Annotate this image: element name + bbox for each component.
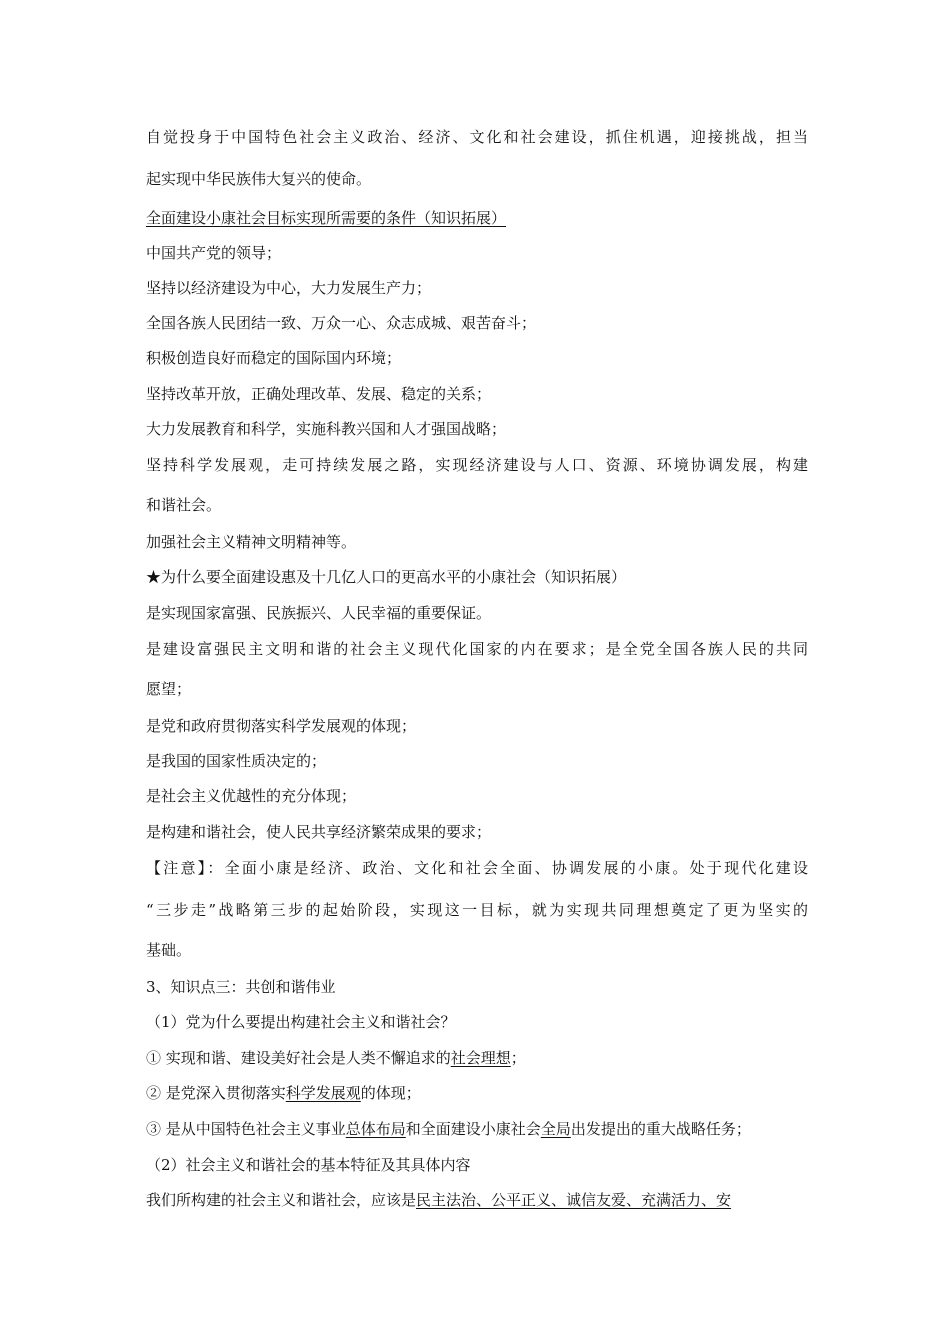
- underlined-term: 全局: [540, 1120, 571, 1138]
- list-item: 是实现国家富强、民族振兴、人民幸福的重要保证。: [146, 604, 492, 622]
- section-heading: 3、知识点三：共创和谐伟业: [146, 978, 336, 996]
- numbered-item: [146, 1083, 808, 1103]
- list-item: 积极创造良好而稳定的国际国内环境；: [146, 349, 402, 367]
- list-item: 是构建和谐社会，使人民共享经济繁荣成果的要求；: [146, 823, 492, 841]
- paragraph-line: 自觉投身于中国特色社会主义政治、经济、文化和社会建设，抓住机遇，迎接挑战，担当: [146, 128, 808, 146]
- numbered-item: [146, 1048, 808, 1068]
- note-paragraph: 基础。: [146, 941, 192, 959]
- item-text: ② 是党深入贯彻落实: [146, 1084, 286, 1102]
- section-heading-text: 全面建设小康社会目标实现所需要的条件（知识拓展）: [146, 209, 507, 227]
- list-item: 加强社会主义精神文明精神等。: [146, 533, 357, 551]
- list-item: 全国各族人民团结一致、万众一心、众志成城、艰苦奋斗；: [146, 314, 537, 332]
- list-item: 大力发展教育和科学，实施科教兴国和人才强国战略；: [146, 420, 507, 438]
- item-text: ；: [510, 1049, 526, 1067]
- item-text: ① 实现和谐、建设美好社会是人类不懈追求的: [146, 1049, 451, 1067]
- list-item: 坚持科学发展观，走可持续发展之路，实现经济建设与人口、资源、环境协调发展，构建: [146, 456, 808, 474]
- list-item: 是建设富强民主文明和谐的社会主义现代化国家的内在要求；是全党全国各族人民的共同: [146, 640, 808, 658]
- note-paragraph: 【注意】：全面小康是经济、政治、文化和社会全面、协调发展的小康。处于现代化建设: [146, 859, 808, 877]
- item-text: 出发提出的重大战略任务；: [570, 1120, 751, 1138]
- list-item: 是党和政府贯彻落实科学发展观的体现；: [146, 717, 417, 735]
- section-heading: [146, 208, 808, 228]
- list-item: 坚持以经济建设为中心，大力发展生产力；: [146, 279, 432, 297]
- list-item: 是我国的国家性质决定的；: [146, 752, 327, 770]
- note-paragraph: “三步走”战略第三步的起始阶段，实现这一目标，就为实现共同理想奠定了更为坚实的: [146, 901, 808, 919]
- question-heading: （2）社会主义和谐社会的基本特征及其具体内容: [146, 1156, 471, 1174]
- underlined-term: 总体布局: [345, 1120, 406, 1138]
- underlined-term: 民主法治、公平正义、诚信友爱、充满活力、安: [416, 1191, 732, 1209]
- item-text: 我们所构建的社会主义和谐社会，应该是: [146, 1191, 417, 1209]
- item-text: ③ 是从中国特色社会主义事业: [146, 1120, 346, 1138]
- list-item-continuation: 愿望；: [146, 680, 192, 698]
- list-item: 是社会主义优越性的充分体现；: [146, 787, 357, 805]
- list-item: 中国共产党的领导；: [146, 244, 282, 262]
- underlined-term: 科学发展观: [285, 1084, 361, 1102]
- list-item-continuation: 和谐社会。: [146, 496, 222, 514]
- item-text: 的体现；: [360, 1084, 421, 1102]
- item-text: 和全面建设小康社会: [405, 1120, 541, 1138]
- paragraph-line: 起实现中华民族伟大复兴的使命。: [146, 170, 372, 188]
- list-item: 坚持改革开放，正确处理改革、发展、稳定的关系；: [146, 385, 492, 403]
- underlined-term: 社会理想: [450, 1049, 511, 1067]
- section-heading: ★为什么要全面建设惠及十几亿人口的更高水平的小康社会（知识拓展）: [146, 568, 627, 586]
- paragraph-line: [146, 1190, 808, 1210]
- numbered-item: [146, 1119, 808, 1139]
- question-heading: （1）党为什么要提出构建社会主义和谐社会？: [146, 1013, 456, 1031]
